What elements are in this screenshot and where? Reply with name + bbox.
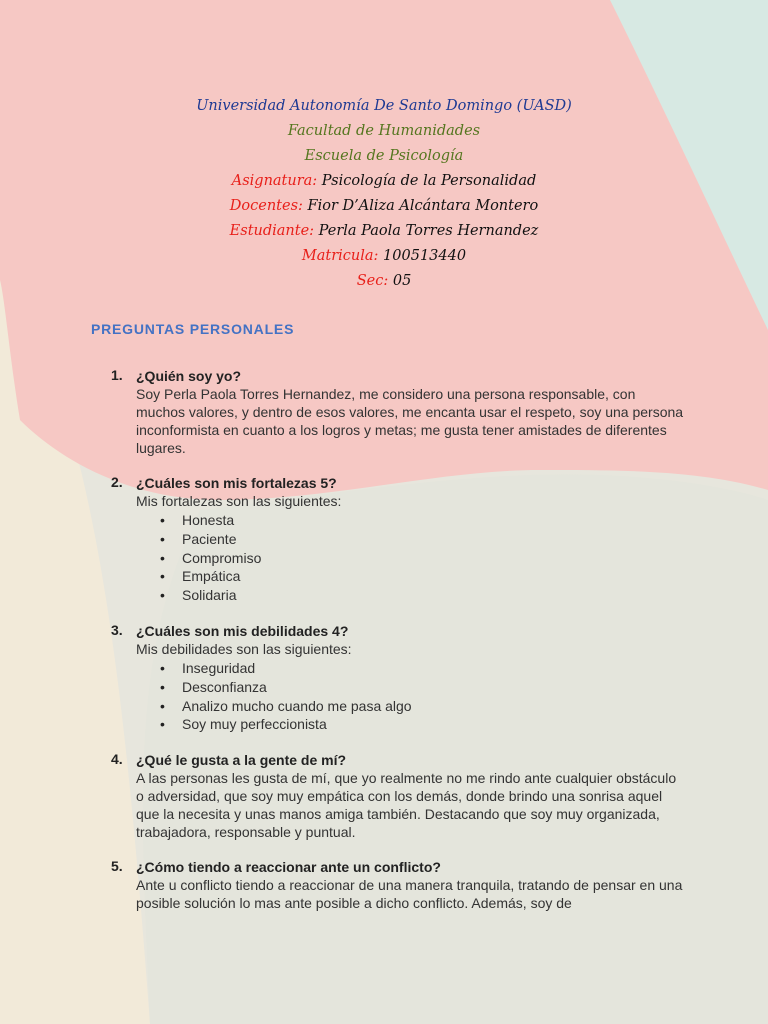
question-title: ¿Cuáles son mis debilidades 4? <box>136 622 349 639</box>
question-3 <box>111 622 686 734</box>
question-answer: Ante u conflicto tiendo a reaccionar de una manera tranquila, tratando de pensar en una posible solución lo mas ante posible a dicho conflicto. Además, soy de <box>136 877 683 912</box>
question-title: ¿Cuáles son mis fortalezas 5? <box>136 475 337 491</box>
question-number: 2. <box>111 474 123 490</box>
teachers-label: Docentes: <box>229 198 303 214</box>
student-value: Perla Paola Torres Hernandez <box>318 223 539 239</box>
question-number: 4. <box>111 751 123 768</box>
subject-value: Psicología de la Personalidad <box>321 173 537 189</box>
student-line <box>0 219 768 244</box>
question-answer: Soy Perla Paola Torres Hernandez, me considero una persona responsable, con muchos valores, y dentro de esos valores, me encanta usar el respeto, soy una persona inconformista en cuanto a los logros y metas; me gusta tener amistades de diferentes lugares. <box>136 386 684 456</box>
question-2 <box>111 474 686 605</box>
list-item: • Solidaria <box>182 586 686 605</box>
list-item: • Empática <box>182 567 686 586</box>
subject-line <box>0 169 768 194</box>
list-item: • Soy muy perfeccionista <box>182 715 686 734</box>
school-name: Escuela de Psicología <box>304 148 464 164</box>
list-item: • Analizo mucho cuando me pasa algo <box>182 697 686 716</box>
teachers-value: Fior D’Aliza Alcántara Montero <box>307 198 539 214</box>
question-1 <box>111 367 686 457</box>
question-title: ¿Qué le gusta a la gente de mí? <box>136 752 347 769</box>
enrollment-line <box>0 244 768 269</box>
question-answer: Mis fortalezas son las siguientes: <box>136 493 342 509</box>
question-4 <box>111 751 686 841</box>
section-heading: PREGUNTAS PERSONALES <box>91 321 295 337</box>
question-title: ¿Cómo tiendo a reaccionar ante un conflicto? <box>136 859 441 876</box>
section-line <box>0 269 768 294</box>
list-item: • Desconfianza <box>182 678 686 697</box>
question-number: 3. <box>111 621 123 638</box>
title-block <box>0 94 768 294</box>
faculty-name: Facultad de Humanidades <box>287 123 481 139</box>
enrollment-label: Matricula: <box>301 248 379 264</box>
section-value: 05 <box>392 273 412 289</box>
question-answer: A las personas les gusta de mí, que yo realmente no me rindo ante cualquier obstáculo o adversidad, que soy muy empática con los demás, donde brindo una sonrisa aquel que la necesita y unas manos amiga también. Destacando que soy muy organizada, trabajadora, responsable y puntual. <box>136 770 677 841</box>
list-item: • Paciente <box>182 530 686 549</box>
question-number: 5. <box>111 858 123 875</box>
question-5 <box>111 858 686 912</box>
subject-label: Asignatura: <box>231 173 318 189</box>
weaknesses-list <box>136 659 686 734</box>
teachers-line <box>0 194 768 219</box>
enrollment-value: 100513440 <box>383 248 467 264</box>
question-title: ¿Quién soy yo? <box>136 368 242 384</box>
list-item: • Honesta <box>182 511 686 530</box>
list-item: • Compromiso <box>182 549 686 568</box>
list-item: • Inseguridad <box>182 659 686 678</box>
student-label: Estudiante: <box>229 223 315 239</box>
strengths-list <box>136 511 686 605</box>
section-label: Sec: <box>356 273 389 289</box>
question-list <box>111 367 686 929</box>
question-answer: Mis debilidades son las siguientes: <box>136 640 352 657</box>
question-number: 1. <box>111 367 123 383</box>
university-name: Universidad Autonomía De Santo Domingo (UASD) <box>196 98 572 114</box>
